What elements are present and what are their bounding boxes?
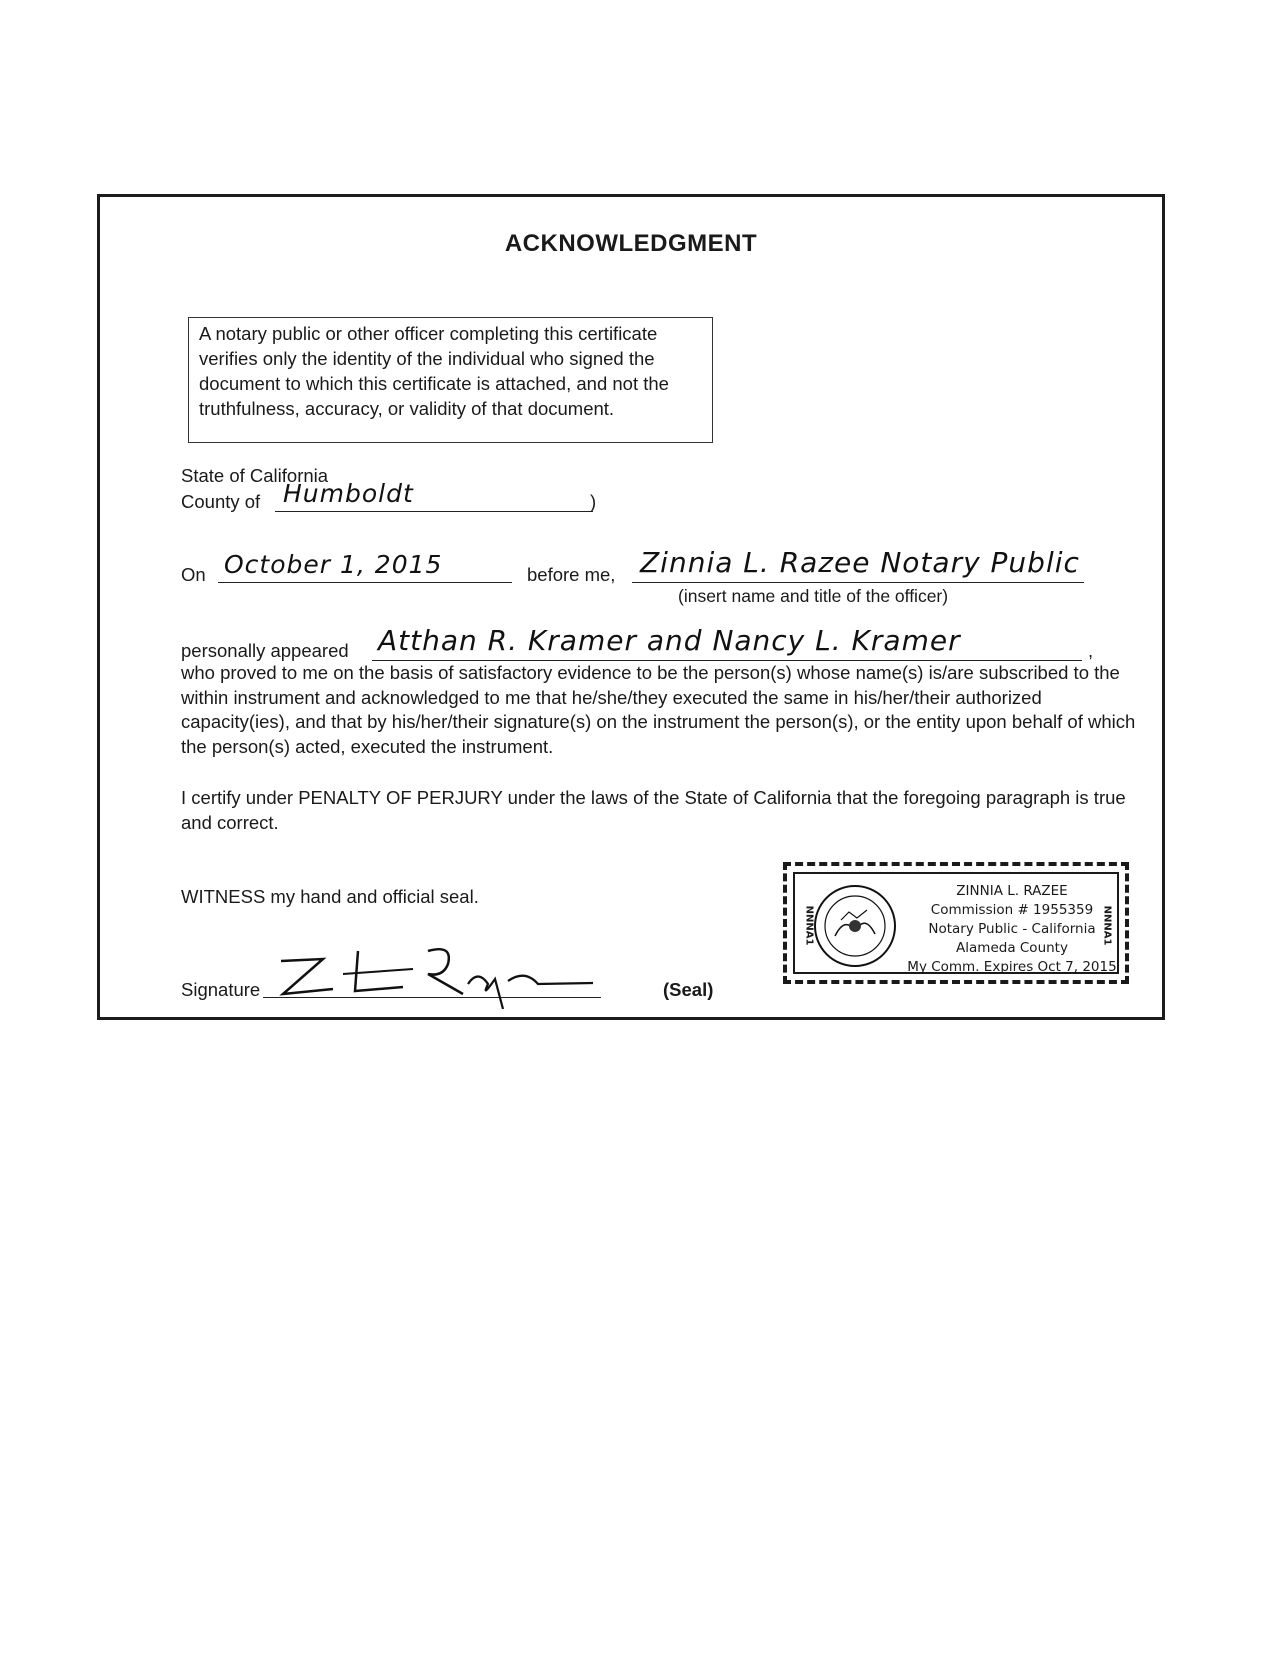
signature-label: Signature xyxy=(181,979,261,1000)
appeared-label: personally appeared xyxy=(181,640,349,661)
state-line: State of California xyxy=(181,465,329,486)
witness-line: WITNESS my hand and official seal. xyxy=(181,886,479,907)
body-paragraph-2: I certify under PENALTY OF PERJURY under the laws of the State of California that the foregoing paragraph is true and correct. xyxy=(181,787,1126,833)
county-field xyxy=(275,479,593,512)
seal-frame xyxy=(793,872,1119,974)
county-value: Humboldt xyxy=(283,479,414,508)
seal-expires: My Comm. Expires Oct 7, 2015 xyxy=(907,959,1117,975)
acknowledgment-form xyxy=(97,194,1165,1020)
seal-name: ZINNIA L. RAZEE xyxy=(956,883,1068,899)
state-seal-emblem xyxy=(811,876,911,976)
on-label: On xyxy=(181,564,206,585)
form-title: ACKNOWLEDGMENT xyxy=(504,230,758,257)
seal-side-code-left: NNNA1 xyxy=(803,905,815,946)
notary-seal xyxy=(783,862,1129,984)
handwritten-signature xyxy=(263,939,603,1009)
seal-text-block xyxy=(907,882,1117,977)
officer-field xyxy=(632,546,1084,583)
date-value: October 1, 2015 xyxy=(224,550,443,579)
date-field xyxy=(218,550,512,583)
county-label: County of xyxy=(181,491,261,512)
seal-role: Notary Public - California xyxy=(928,921,1096,937)
officer-hint: (insert name and title of the officer) xyxy=(678,586,949,606)
county-close: ) xyxy=(590,491,597,512)
before-me-label: before me, xyxy=(527,564,616,585)
appeared-value: Atthan R. Kramer and Nancy L. Kramer xyxy=(378,624,961,657)
disclaimer-box: A notary public or other officer completing this certificate verifies only the identity of the individual who signed the document to which this certificate is attached, and not the truthfulness, accuracy, or validity of that document. xyxy=(188,317,713,443)
seal-label: (Seal) xyxy=(663,979,714,1000)
appeared-end: , xyxy=(1088,640,1094,661)
body-paragraph-1: who proved to me on the basis of satisfactory evidence to be the person(s) whose name(s) is/are subscribed to the within instrument and acknowledged to me that he/she/they executed the same in his/her/their authorized capacity(ies), and that by his/her/their signature(s) on the instrument the person(s), or the entity upon behalf of which the person(s) acted, executed the instrument. xyxy=(181,662,1136,757)
officer-value: Zinnia L. Razee Notary Public xyxy=(640,546,1080,579)
seal-side-code-right: NNNA1 xyxy=(1101,905,1113,946)
seal-county: Alameda County xyxy=(956,940,1068,956)
signature-field xyxy=(263,959,601,998)
appeared-field xyxy=(372,624,1082,661)
seal-commission: Commission # 1955359 xyxy=(930,902,1094,918)
